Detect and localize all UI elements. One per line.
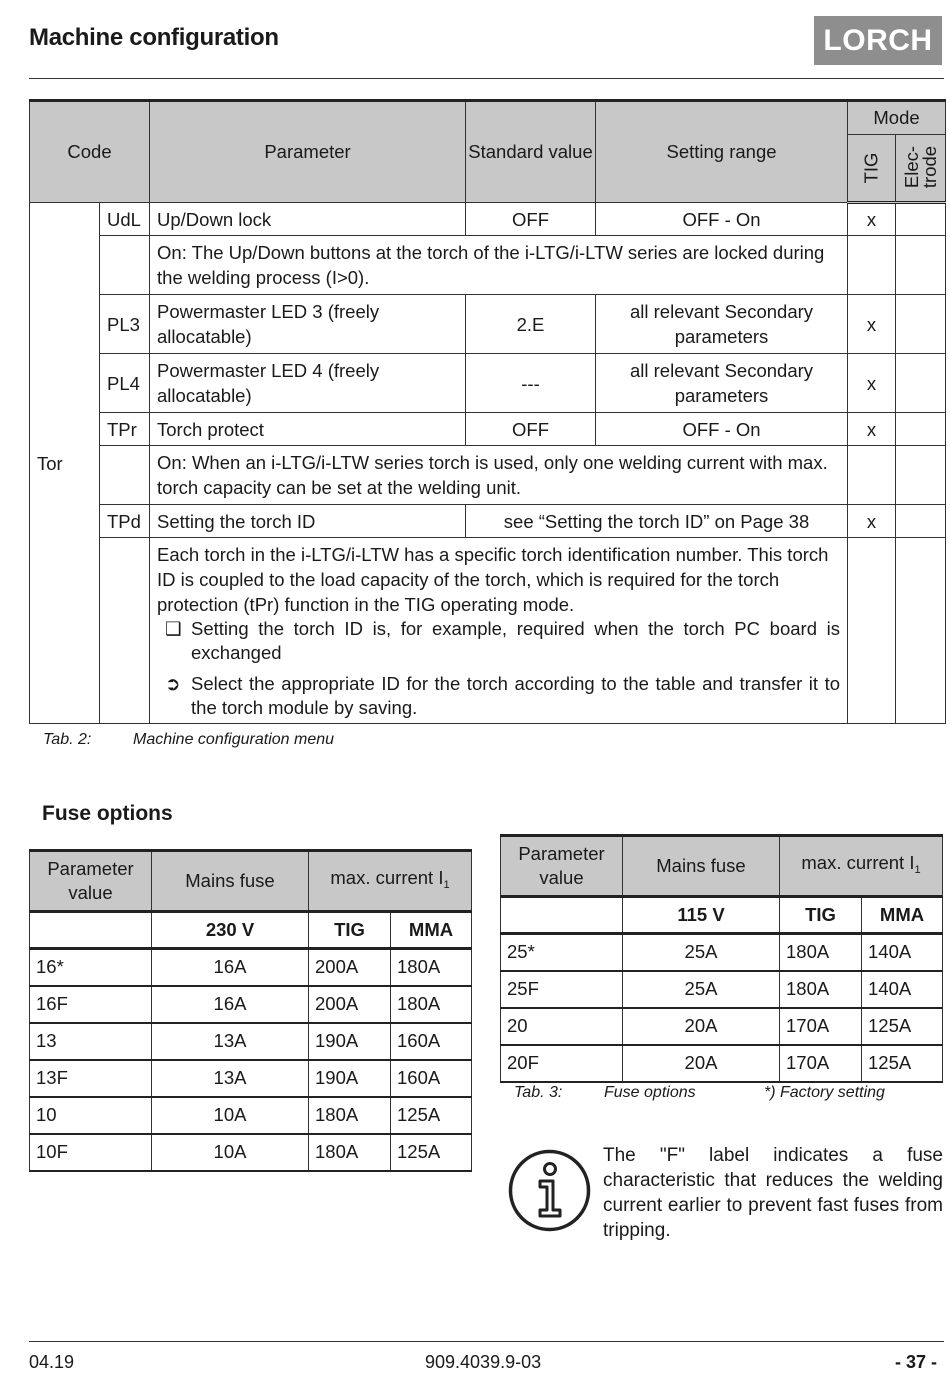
arrow-bullet-icon: ➲ [165,673,181,694]
standard-value-cell: 2.E [466,295,596,354]
mains-fuse-cell: 25A [623,934,780,971]
mains-fuse-cell: 10A [152,1097,309,1134]
fuse-table-230v [29,849,472,1172]
param-value-cell: 10F [30,1134,152,1171]
param-value-cell: 13 [30,1023,152,1060]
lorch-logo: LORCH [814,16,942,65]
footer-page-number: - 37 - [895,1352,938,1372]
subheader-tig: TIG [309,912,391,949]
table-row [30,1097,472,1134]
parameter-cell: Powermaster LED 4 (freely allocatable) [150,354,466,413]
subheader-voltage: 115 V [623,897,780,934]
header-max-current: max. current $I_1$ [309,851,472,912]
footer-divider [29,1341,944,1342]
table-row [30,949,472,986]
torch-id-note-list [157,617,840,720]
table-3-caption-text: Fuse options [604,1084,696,1101]
standard-value-cell: OFF [466,203,596,236]
param-value-cell: 20F [501,1045,623,1082]
factory-setting-note: *) Factory setting [764,1084,885,1101]
tig-current-cell: 200A [309,986,391,1023]
mma-current-cell: 125A [391,1134,472,1171]
sub-code-cell [100,538,150,724]
table-row [30,1134,472,1171]
mains-fuse-cell: 13A [152,1060,309,1097]
setting-range-cell: OFF - On [596,203,848,236]
tig-current-cell: 170A [780,1008,862,1045]
mains-fuse-cell: 10A [152,1134,309,1171]
table-subheader-row [30,912,472,949]
page-title: Machine configuration [29,24,279,51]
table-row [30,295,946,354]
electrode-mark-cell [896,505,946,538]
param-value-cell: 16F [30,986,152,1023]
mma-current-cell: 125A [862,1008,943,1045]
table-row [30,1060,472,1097]
mma-current-cell: 180A [391,986,472,1023]
section-title-fuse-options: Fuse options [42,802,173,825]
tig-current-cell: 170A [780,1045,862,1082]
table-3-caption-label: Tab. 3: [514,1084,563,1101]
mma-current-cell: 125A [391,1097,472,1134]
list-item [157,617,840,665]
subheader-mma: MMA [862,897,943,934]
tig-mark-cell: x [848,505,896,538]
electrode-mark-cell [896,203,946,236]
table-row [501,971,943,1008]
electrode-mark-cell [896,413,946,446]
header-mains-fuse: Mains fuse [152,851,309,912]
footer-document-number: 909.4039.9-03 [425,1352,542,1372]
subheader-blank [501,897,623,934]
parameter-cell: Up/Down lock [150,203,466,236]
sub-code-cell: PL4 [100,354,150,413]
tig-current-cell: 190A [309,1023,391,1060]
mains-fuse-cell: 20A [623,1045,780,1082]
table-row [30,413,946,446]
tig-current-cell: 180A [309,1134,391,1171]
table-row [30,1023,472,1060]
table-row [30,203,946,236]
param-value-cell: 13F [30,1060,152,1097]
torch-id-note-cell [150,538,848,724]
param-value-cell: 25* [501,934,623,971]
tig-current-cell: 200A [309,949,391,986]
param-value-cell: 25F [501,971,623,1008]
mains-fuse-cell: 16A [152,986,309,1023]
table-2-caption-label: Tab. 2: [43,731,92,748]
table-row [30,236,946,295]
header-divider [29,78,944,79]
list-item [157,672,840,720]
group-code-cell: Tor [30,203,100,724]
mains-fuse-cell: 20A [623,1008,780,1045]
electrode-mark-cell [896,538,946,724]
mma-current-cell: 140A [862,971,943,1008]
table-subheader-row [501,897,943,934]
tig-current-cell: 180A [780,971,862,1008]
header-setting-range: Setting range [596,101,848,203]
header-electrode: Elec-trode [896,135,946,203]
tig-mark-cell: x [848,203,896,236]
list-item-text: Select the appropriate ID for the torch according to the table and transfer it to the torch module by saving. [191,673,841,718]
tig-mark-cell: x [848,295,896,354]
header-mains-fuse: Mains fuse [623,836,780,897]
setting-range-cell: all relevant Secondary parameters [596,354,848,413]
setting-range-cell: OFF - On [596,413,848,446]
table-row [30,986,472,1023]
electrode-mark-cell [896,295,946,354]
table-row [30,538,946,724]
header-standard-value: Standard value [466,101,596,203]
param-value-cell: 20 [501,1008,623,1045]
tig-current-cell: 180A [780,934,862,971]
param-value-cell: 16* [30,949,152,986]
sub-code-cell [100,236,150,295]
standard-value-cell: --- [466,354,596,413]
parameter-cell: Setting the torch ID [150,505,466,538]
list-item-text: Setting the torch ID is, for example, required when the torch PC board is exchanged [191,618,841,663]
torch-id-reference-cell: see “Setting the torch ID” on Page 38 [466,505,848,538]
sub-code-cell: UdL [100,203,150,236]
setting-range-cell: all relevant Secondary parameters [596,295,848,354]
electrode-mark-cell [896,236,946,295]
sub-code-cell: PL3 [100,295,150,354]
tig-mark-cell [848,538,896,724]
fuse-table-115v [500,834,943,1083]
header-max-current: max. current $I_1$ [780,836,943,897]
subheader-blank [30,912,152,949]
header-parameter-value: Parameter value [30,851,152,912]
tig-current-cell: 180A [309,1097,391,1134]
table-2-caption-text: Machine configuration menu [133,731,335,748]
mma-current-cell: 125A [862,1045,943,1082]
electrode-mark-cell [896,446,946,505]
tig-mark-cell: x [848,354,896,413]
subheader-mma: MMA [391,912,472,949]
note-cell: On: The Up/Down buttons at the torch of the i-LTG/i-LTW series are locked during the welding process (I>0). [150,236,848,295]
mma-current-cell: 160A [391,1023,472,1060]
mma-current-cell: 140A [862,934,943,971]
table-row [501,934,943,971]
table-row [30,505,946,538]
subheader-tig: TIG [780,897,862,934]
fuse-info-note: The "F" label indicates a fuse characteristic that reduces the welding current earlier to prevent fast fuses from tripping. [603,1145,943,1241]
electrode-mark-cell [896,354,946,413]
param-value-cell: 10 [30,1097,152,1134]
subheader-voltage: 230 V [152,912,309,949]
header-mode: Mode [848,101,946,135]
standard-value-cell: OFF [466,413,596,446]
tig-current-cell: 190A [309,1060,391,1097]
table-row [501,1008,943,1045]
header-code: Code [30,101,150,203]
mains-fuse-cell: 25A [623,971,780,1008]
table-row [501,1045,943,1082]
parameter-cell: Torch protect [150,413,466,446]
parameter-cell: Powermaster LED 3 (freely allocatable) [150,295,466,354]
header-parameter: Parameter [150,101,466,203]
header-parameter-value: Parameter value [501,836,623,897]
tig-mark-cell [848,236,896,295]
table-row [30,446,946,505]
footer-date: 04.19 [29,1352,75,1372]
table-row [30,354,946,413]
sub-code-cell: TPr [100,413,150,446]
machine-configuration-table [29,99,946,724]
mma-current-cell: 160A [391,1060,472,1097]
sub-code-cell [100,446,150,505]
mains-fuse-cell: 13A [152,1023,309,1060]
tig-mark-cell [848,446,896,505]
header-tig: TIG [848,135,896,203]
mains-fuse-cell: 16A [152,949,309,986]
note-cell: On: When an i-LTG/i-LTW series torch is used, only one welding current with max. torch capacity can be set at the welding unit. [150,446,848,505]
sub-code-cell: TPd [100,505,150,538]
torch-id-note-text: Each torch in the i-LTG/i-LTW has a specific torch identification number. This torch ID is coupled to the load capacity of the torch, which is required for the torch protection (tPr) function in the TIG operating mode. [157,544,829,615]
mma-current-cell: 180A [391,949,472,986]
tig-mark-cell: x [848,413,896,446]
checkbox-bullet-icon: ❑ [165,618,182,639]
info-icon [507,1148,592,1233]
